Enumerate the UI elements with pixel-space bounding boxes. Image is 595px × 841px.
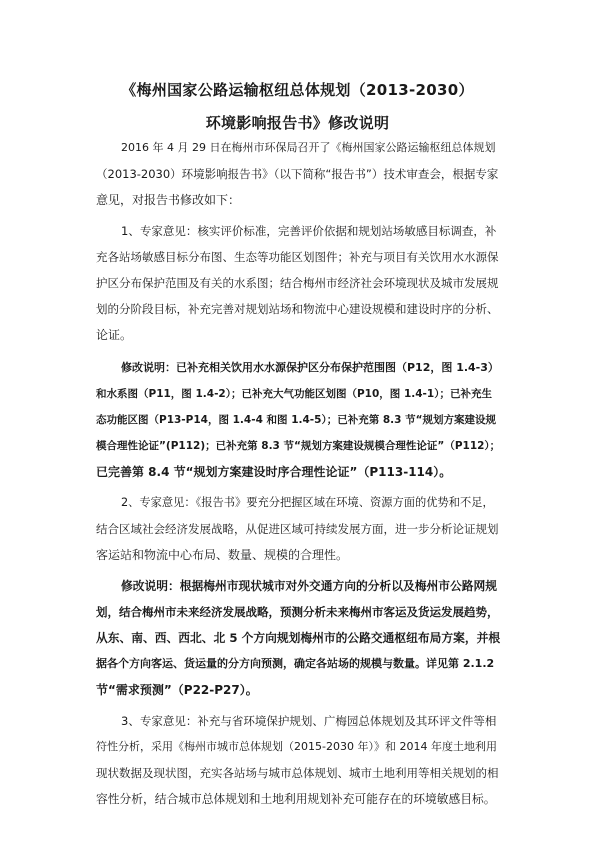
opinion-2-line: 客运站和物流中心布局、数量、规模的合理性。 <box>96 548 349 562</box>
opinion-2-line: 结合区域社会经济发展战略，从促进区域可持续发展方面，进一步分析论证规划 <box>96 522 499 536</box>
intro-line: 2016 年 4 月 29 日在梅州市环保局召开了《梅州国家公路运输枢纽总体规划 <box>121 141 496 154</box>
revision-2-line: 划，结合梅州市未来经济发展战略，预测分析未来梅州市客运及货运发展趋势， <box>96 605 499 619</box>
opinion-1-line: 论证。 <box>96 328 133 342</box>
revision-2-line: 从东、南、西、西北、北 5 个方向规划梅州市的公路交通枢纽布局方案，并根 <box>96 631 501 645</box>
intro-line: （2013-2030）环境影响报告书》（以下简称“报告书”）技术审查会，根据专家 <box>96 167 499 181</box>
opinion-3-line: 现状数据及现状图，充实各站场与城市总体规划、城市土地利用等相关规划的相 <box>96 766 499 780</box>
revision-2-line: 修改说明：根据梅州市现状城市对外交通方向的分析以及梅州市公路网规 <box>121 579 497 593</box>
revision-1-line: 态功能区图（P13-P14，图 1.4-4 和图 1.4-5）；已补充第 8.3 节“规划方案建设规 <box>96 414 497 426</box>
opinion-3-line: 容性分析，结合城市总体规划和土地利用规划补充可能存在的环境敏感目标。 <box>96 792 496 806</box>
doc-title-line-2: 环境影响报告书》修改说明 <box>205 114 390 132</box>
opinion-3-line: 3、专家意见：补充与省环境保护规划、广梅园总体规划及其环评文件等相 <box>121 714 497 728</box>
revision-1-line: 修改说明：已补充相关饮用水水源保护区分布保护范围图（P12，图 1.4-3） <box>121 361 499 374</box>
opinion-1-line: 充各站场敏感目标分布图、生态等功能区划图件；补充与项目有关饮用水水源保 <box>96 250 499 264</box>
opinion-3-line: 符性分析，采用《梅州市城市总体规划（2015-2030 年）》和 2014 年度土地利用 <box>96 740 497 753</box>
revision-1-line: 和水系图（P11，图 1.4-2）；已补充大气功能区划图（P10，图 1.4-1）；已补充生 <box>96 388 492 400</box>
opinion-2-line: 2、专家意见：《报告书》要充分把握区域在环境、资源方面的优势和不足， <box>121 496 494 509</box>
opinion-1-line: 1、专家意见：核实评价标准，完善评价依据和规划站场敏感目标调查，补 <box>121 224 497 238</box>
intro-line: 意见，对报告书修改如下： <box>96 193 241 207</box>
revision-1-line: 模合理性论证”(P112)；已补充第 8.3 节“规划方案建设规模合理性论证”（P112）； <box>96 440 501 452</box>
opinion-1-line: 划的分阶段目标，补充完善对规划站场和物流中心建设规模和建设时序的分析、 <box>96 302 499 316</box>
revision-1-line: 已完善第 8.4 节“规划方案建设时序合理性论证”（P113-114）。 <box>96 465 452 479</box>
opinion-1-line: 护区分布保护范围及有关的水系图；结合梅州市经济社会环境现状及城市发展规 <box>96 276 499 290</box>
doc-title-line-1: 《梅州国家公路运输枢纽总体规划（2013-2030） <box>121 81 474 99</box>
revision-2-line: 据各个方向客运、货运量的分方向预测，确定各站场的规模与数量。详见第 2.1.2 <box>96 657 495 670</box>
revision-2-line: 节“需求预测”（P22-P27）。 <box>96 683 258 697</box>
